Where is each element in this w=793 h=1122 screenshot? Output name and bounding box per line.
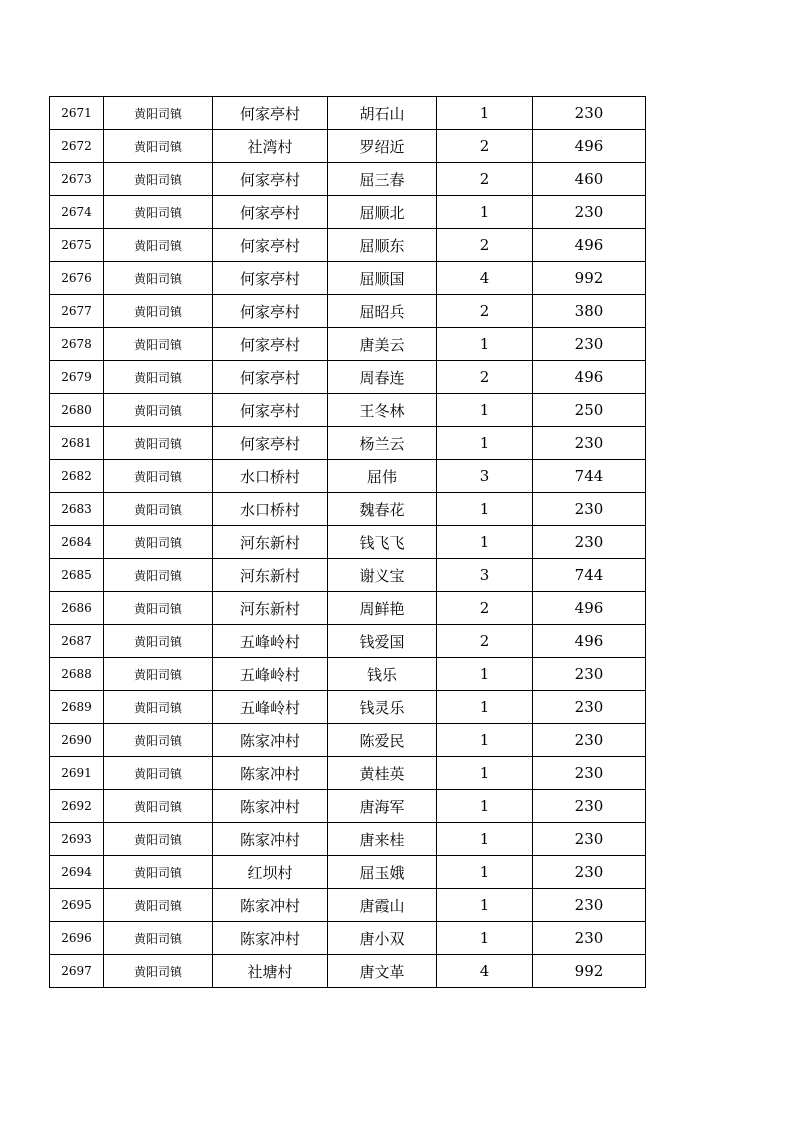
person-name-cell: 陈爱民	[328, 724, 437, 757]
amount-cell: 230	[533, 724, 646, 757]
person-name-cell: 黄桂英	[328, 757, 437, 790]
amount-cell: 744	[533, 559, 646, 592]
village-cell: 红坝村	[213, 856, 328, 889]
village-cell: 河东新村	[213, 559, 328, 592]
table-row	[50, 757, 646, 790]
amount-cell: 230	[533, 757, 646, 790]
row-number-cell: 2678	[50, 328, 104, 361]
row-number-cell: 2679	[50, 361, 104, 394]
table-row	[50, 295, 646, 328]
row-number-cell: 2673	[50, 163, 104, 196]
amount-cell: 230	[533, 691, 646, 724]
person-name-cell: 唐霞山	[328, 889, 437, 922]
household-count-cell: 2	[437, 163, 533, 196]
village-cell: 陈家冲村	[213, 757, 328, 790]
row-number-cell: 2675	[50, 229, 104, 262]
amount-cell: 496	[533, 592, 646, 625]
town-cell: 黄阳司镇	[104, 394, 213, 427]
village-cell: 水口桥村	[213, 460, 328, 493]
person-name-cell: 屈伟	[328, 460, 437, 493]
town-cell: 黄阳司镇	[104, 229, 213, 262]
town-cell: 黄阳司镇	[104, 526, 213, 559]
amount-cell: 496	[533, 361, 646, 394]
village-cell: 五峰岭村	[213, 658, 328, 691]
table-row	[50, 889, 646, 922]
row-number-cell: 2692	[50, 790, 104, 823]
table-row	[50, 394, 646, 427]
household-count-cell: 1	[437, 328, 533, 361]
table-row	[50, 724, 646, 757]
household-count-cell: 1	[437, 427, 533, 460]
table-row	[50, 361, 646, 394]
person-name-cell: 屈顺北	[328, 196, 437, 229]
amount-cell: 230	[533, 658, 646, 691]
village-cell: 陈家冲村	[213, 790, 328, 823]
household-count-cell: 2	[437, 592, 533, 625]
person-name-cell: 钱飞飞	[328, 526, 437, 559]
amount-cell: 250	[533, 394, 646, 427]
village-cell: 水口桥村	[213, 493, 328, 526]
village-cell: 河东新村	[213, 592, 328, 625]
table-row	[50, 592, 646, 625]
town-cell: 黄阳司镇	[104, 625, 213, 658]
person-name-cell: 胡石山	[328, 97, 437, 130]
village-cell: 何家亭村	[213, 229, 328, 262]
amount-cell: 496	[533, 229, 646, 262]
household-count-cell: 1	[437, 724, 533, 757]
table-row	[50, 427, 646, 460]
table-row	[50, 658, 646, 691]
household-count-cell: 1	[437, 757, 533, 790]
table-row	[50, 526, 646, 559]
household-count-cell: 4	[437, 262, 533, 295]
table-row	[50, 130, 646, 163]
household-count-cell: 1	[437, 823, 533, 856]
person-name-cell: 钱灵乐	[328, 691, 437, 724]
row-number-cell: 2690	[50, 724, 104, 757]
row-number-cell: 2695	[50, 889, 104, 922]
town-cell: 黄阳司镇	[104, 559, 213, 592]
person-name-cell: 唐海军	[328, 790, 437, 823]
table-row	[50, 823, 646, 856]
row-number-cell: 2688	[50, 658, 104, 691]
row-number-cell: 2672	[50, 130, 104, 163]
table-row	[50, 196, 646, 229]
household-count-cell: 3	[437, 460, 533, 493]
amount-cell: 230	[533, 823, 646, 856]
row-number-cell: 2681	[50, 427, 104, 460]
row-number-cell: 2677	[50, 295, 104, 328]
row-number-cell: 2696	[50, 922, 104, 955]
village-cell: 社塘村	[213, 955, 328, 988]
amount-cell: 230	[533, 493, 646, 526]
household-count-cell: 1	[437, 196, 533, 229]
household-count-cell: 2	[437, 625, 533, 658]
person-name-cell: 唐文革	[328, 955, 437, 988]
village-cell: 五峰岭村	[213, 691, 328, 724]
household-count-cell: 4	[437, 955, 533, 988]
village-cell: 何家亭村	[213, 361, 328, 394]
village-cell: 陈家冲村	[213, 823, 328, 856]
household-count-cell: 3	[437, 559, 533, 592]
town-cell: 黄阳司镇	[104, 130, 213, 163]
table-row	[50, 97, 646, 130]
household-count-cell: 1	[437, 394, 533, 427]
person-name-cell: 屈玉娥	[328, 856, 437, 889]
town-cell: 黄阳司镇	[104, 889, 213, 922]
village-cell: 何家亭村	[213, 295, 328, 328]
amount-cell: 992	[533, 262, 646, 295]
amount-cell: 496	[533, 625, 646, 658]
roster-table	[49, 96, 646, 988]
person-name-cell: 屈顺国	[328, 262, 437, 295]
village-cell: 陈家冲村	[213, 922, 328, 955]
person-name-cell: 屈三春	[328, 163, 437, 196]
village-cell: 何家亭村	[213, 394, 328, 427]
amount-cell: 230	[533, 889, 646, 922]
household-count-cell: 1	[437, 493, 533, 526]
amount-cell: 230	[533, 97, 646, 130]
town-cell: 黄阳司镇	[104, 262, 213, 295]
person-name-cell: 唐小双	[328, 922, 437, 955]
row-number-cell: 2684	[50, 526, 104, 559]
person-name-cell: 谢义宝	[328, 559, 437, 592]
household-count-cell: 1	[437, 856, 533, 889]
amount-cell: 230	[533, 328, 646, 361]
town-cell: 黄阳司镇	[104, 922, 213, 955]
amount-cell: 496	[533, 130, 646, 163]
household-count-cell: 1	[437, 658, 533, 691]
table-row	[50, 790, 646, 823]
amount-cell: 992	[533, 955, 646, 988]
table-row	[50, 625, 646, 658]
row-number-cell: 2691	[50, 757, 104, 790]
town-cell: 黄阳司镇	[104, 790, 213, 823]
person-name-cell: 魏春花	[328, 493, 437, 526]
town-cell: 黄阳司镇	[104, 757, 213, 790]
village-cell: 何家亭村	[213, 328, 328, 361]
table-row	[50, 460, 646, 493]
town-cell: 黄阳司镇	[104, 196, 213, 229]
row-number-cell: 2683	[50, 493, 104, 526]
roster-table-body	[50, 97, 646, 988]
amount-cell: 230	[533, 922, 646, 955]
village-cell: 陈家冲村	[213, 889, 328, 922]
person-name-cell: 屈昭兵	[328, 295, 437, 328]
table-row	[50, 229, 646, 262]
row-number-cell: 2671	[50, 97, 104, 130]
person-name-cell: 罗绍近	[328, 130, 437, 163]
village-cell: 五峰岭村	[213, 625, 328, 658]
household-count-cell: 1	[437, 97, 533, 130]
table-row	[50, 856, 646, 889]
amount-cell: 230	[533, 196, 646, 229]
household-count-cell: 2	[437, 130, 533, 163]
amount-cell: 230	[533, 856, 646, 889]
table-row	[50, 955, 646, 988]
household-count-cell: 1	[437, 691, 533, 724]
town-cell: 黄阳司镇	[104, 427, 213, 460]
town-cell: 黄阳司镇	[104, 955, 213, 988]
row-number-cell: 2674	[50, 196, 104, 229]
person-name-cell: 屈顺东	[328, 229, 437, 262]
village-cell: 何家亭村	[213, 196, 328, 229]
row-number-cell: 2676	[50, 262, 104, 295]
town-cell: 黄阳司镇	[104, 295, 213, 328]
household-count-cell: 1	[437, 790, 533, 823]
household-count-cell: 1	[437, 922, 533, 955]
town-cell: 黄阳司镇	[104, 856, 213, 889]
person-name-cell: 周鲜艳	[328, 592, 437, 625]
amount-cell: 744	[533, 460, 646, 493]
amount-cell: 230	[533, 427, 646, 460]
town-cell: 黄阳司镇	[104, 361, 213, 394]
table-row	[50, 922, 646, 955]
table-row	[50, 559, 646, 592]
household-count-cell: 2	[437, 295, 533, 328]
village-cell: 陈家冲村	[213, 724, 328, 757]
row-number-cell: 2682	[50, 460, 104, 493]
town-cell: 黄阳司镇	[104, 691, 213, 724]
town-cell: 黄阳司镇	[104, 592, 213, 625]
village-cell: 社湾村	[213, 130, 328, 163]
row-number-cell: 2686	[50, 592, 104, 625]
person-name-cell: 杨兰云	[328, 427, 437, 460]
row-number-cell: 2697	[50, 955, 104, 988]
person-name-cell: 唐美云	[328, 328, 437, 361]
person-name-cell: 周春连	[328, 361, 437, 394]
table-row	[50, 493, 646, 526]
town-cell: 黄阳司镇	[104, 460, 213, 493]
table-row	[50, 691, 646, 724]
town-cell: 黄阳司镇	[104, 493, 213, 526]
row-number-cell: 2680	[50, 394, 104, 427]
village-cell: 何家亭村	[213, 97, 328, 130]
amount-cell: 230	[533, 526, 646, 559]
row-number-cell: 2694	[50, 856, 104, 889]
town-cell: 黄阳司镇	[104, 97, 213, 130]
amount-cell: 230	[533, 790, 646, 823]
village-cell: 何家亭村	[213, 427, 328, 460]
household-count-cell: 2	[437, 361, 533, 394]
household-count-cell: 1	[437, 526, 533, 559]
amount-cell: 380	[533, 295, 646, 328]
person-name-cell: 唐来桂	[328, 823, 437, 856]
row-number-cell: 2687	[50, 625, 104, 658]
person-name-cell: 王冬林	[328, 394, 437, 427]
person-name-cell: 钱爱国	[328, 625, 437, 658]
household-count-cell: 1	[437, 889, 533, 922]
row-number-cell: 2693	[50, 823, 104, 856]
amount-cell: 460	[533, 163, 646, 196]
table-row	[50, 262, 646, 295]
row-number-cell: 2689	[50, 691, 104, 724]
row-number-cell: 2685	[50, 559, 104, 592]
town-cell: 黄阳司镇	[104, 658, 213, 691]
town-cell: 黄阳司镇	[104, 163, 213, 196]
town-cell: 黄阳司镇	[104, 328, 213, 361]
household-count-cell: 2	[437, 229, 533, 262]
village-cell: 何家亭村	[213, 163, 328, 196]
table-row	[50, 163, 646, 196]
village-cell: 何家亭村	[213, 262, 328, 295]
town-cell: 黄阳司镇	[104, 724, 213, 757]
person-name-cell: 钱乐	[328, 658, 437, 691]
village-cell: 河东新村	[213, 526, 328, 559]
town-cell: 黄阳司镇	[104, 823, 213, 856]
table-row	[50, 328, 646, 361]
